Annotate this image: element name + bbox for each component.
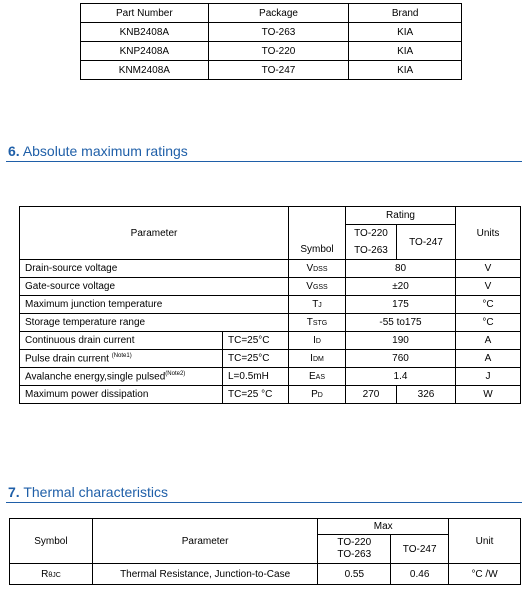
brand-cell: KIA <box>349 23 462 42</box>
note-ref: (Note1) <box>111 352 132 359</box>
symbol-cell <box>289 368 346 386</box>
header-parameter: Parameter <box>92 519 318 564</box>
header-parameter: Parameter <box>20 207 289 260</box>
thermal-table <box>9 518 521 585</box>
symbol-subscript: DSS <box>313 266 328 273</box>
section-7-title: Thermal characteristics <box>23 484 169 500</box>
unit-cell: J <box>456 368 521 386</box>
value-cell: 175 <box>346 296 456 314</box>
unit-cell: W <box>456 386 521 404</box>
section-6-number: 6. <box>8 143 20 159</box>
symbol-subscript: J <box>318 302 322 309</box>
brand-cell: KIA <box>349 42 462 61</box>
symbol-subscript: θJC <box>48 571 61 579</box>
unit-cell: A <box>456 332 521 350</box>
symbol-letter: V <box>306 263 314 274</box>
value-cell: 190 <box>346 332 456 350</box>
param-text: Pulse drain current <box>25 353 109 365</box>
symbol-letter: I <box>310 353 313 364</box>
symbol-subscript: AS <box>315 374 325 381</box>
param-cell: Storage temperature range <box>20 314 289 332</box>
param-cell: Gate-source voltage <box>20 278 289 296</box>
header-unit: Unit <box>449 519 521 564</box>
unit-cell: V <box>456 260 521 278</box>
value-cell: 760 <box>346 350 456 368</box>
condition-cell: TC=25 °C <box>223 386 289 404</box>
section-7-divider <box>6 502 522 503</box>
table-row <box>81 23 462 42</box>
symbol-letter: R <box>41 568 49 580</box>
symbol-letter: T <box>312 299 319 310</box>
value-cell: -55 to175 <box>346 314 456 332</box>
symbol-cell <box>10 564 93 585</box>
unit-cell: A <box>456 350 521 368</box>
header-part-number: Part Number <box>81 4 209 23</box>
package-cell: TO-247 <box>208 61 349 80</box>
symbol-cell <box>289 278 346 296</box>
thermal-header-row <box>10 519 521 535</box>
value-cell-to247: 326 <box>397 386 456 404</box>
symbol-subscript: D <box>317 392 323 399</box>
parts-header-row <box>81 4 462 23</box>
table-row <box>10 564 521 585</box>
header-to220: TO-220 <box>346 225 397 243</box>
value-cell: 1.4 <box>346 368 456 386</box>
table-row <box>81 61 462 80</box>
header-to263: TO-263 <box>337 549 372 560</box>
header-to263: TO-263 <box>346 242 397 260</box>
table-row <box>81 42 462 61</box>
condition-cell: TC=25°C <box>223 350 289 368</box>
brand-cell: KIA <box>349 61 462 80</box>
section-6-divider <box>6 161 522 162</box>
header-max: Max <box>318 519 449 535</box>
condition-cell: TC=25°C <box>223 332 289 350</box>
symbol-letter: V <box>306 281 313 292</box>
value-cell: ±20 <box>346 278 456 296</box>
header-package: Package <box>208 4 349 23</box>
param-cell: Drain-source voltage <box>20 260 289 278</box>
symbol-subscript: D <box>315 338 321 345</box>
parts-table <box>80 3 462 80</box>
unit-cell: °C <box>456 314 521 332</box>
symbol-letter: P <box>311 389 318 400</box>
symbol-cell <box>289 260 346 278</box>
param-cell: Maximum junction temperature <box>20 296 289 314</box>
param-cell: Maximum power dissipation <box>20 386 223 404</box>
symbol-letter: I <box>313 335 316 346</box>
symbol-subscript: STG <box>312 320 328 327</box>
value-cell: 80 <box>346 260 456 278</box>
table-row <box>20 350 521 368</box>
symbol-letter: T <box>306 317 313 328</box>
symbol-cell <box>289 386 346 404</box>
section-7-heading <box>8 484 168 500</box>
section-6-heading <box>8 143 188 159</box>
symbol-cell <box>289 350 346 368</box>
ratings-table <box>19 206 521 404</box>
param-cell <box>20 350 223 368</box>
table-row <box>20 368 521 386</box>
section-7-number: 7. <box>8 484 20 500</box>
header-rating: Rating <box>346 207 456 225</box>
symbol-subscript: GSS <box>312 284 328 291</box>
header-brand: Brand <box>349 4 462 23</box>
table-row <box>20 332 521 350</box>
condition-cell: L=0.5mH <box>223 368 289 386</box>
ratings-header-row <box>20 207 521 225</box>
value-cell-to220-263: 0.55 <box>318 564 391 585</box>
unit-cell: V <box>456 278 521 296</box>
header-units: Units <box>456 207 521 260</box>
header-to247: TO-247 <box>397 225 456 260</box>
value-cell-to220-263: 270 <box>346 386 397 404</box>
header-to220-to263 <box>318 535 391 564</box>
part-number-cell: KNM2408A <box>81 61 209 80</box>
param-cell: Continuous drain current <box>20 332 223 350</box>
section-6-title: Absolute maximum ratings <box>22 143 188 159</box>
param-text: Avalanche energy,single pulsed <box>25 371 166 383</box>
symbol-cell <box>289 314 346 332</box>
symbol-subscript: DM <box>312 356 324 363</box>
package-cell: TO-220 <box>208 42 349 61</box>
symbol-cell <box>289 332 346 350</box>
part-number-cell: KNB2408A <box>81 23 209 42</box>
param-cell <box>20 368 223 386</box>
table-row <box>20 386 521 404</box>
package-cell: TO-263 <box>208 23 349 42</box>
header-to220: TO-220 <box>337 537 372 548</box>
symbol-cell <box>289 296 346 314</box>
note-ref: (Note2) <box>165 370 186 377</box>
table-row <box>20 314 521 332</box>
header-to247: TO-247 <box>391 535 449 564</box>
param-cell: Thermal Resistance, Junction-to-Case <box>92 564 318 585</box>
unit-cell: °C /W <box>449 564 521 585</box>
header-symbol: Symbol <box>289 207 346 260</box>
table-row <box>20 296 521 314</box>
table-row <box>20 278 521 296</box>
unit-cell: °C <box>456 296 521 314</box>
table-row <box>20 260 521 278</box>
value-cell-to247: 0.46 <box>391 564 449 585</box>
header-symbol: Symbol <box>10 519 93 564</box>
symbol-letter: E <box>308 371 316 382</box>
part-number-cell: KNP2408A <box>81 42 209 61</box>
